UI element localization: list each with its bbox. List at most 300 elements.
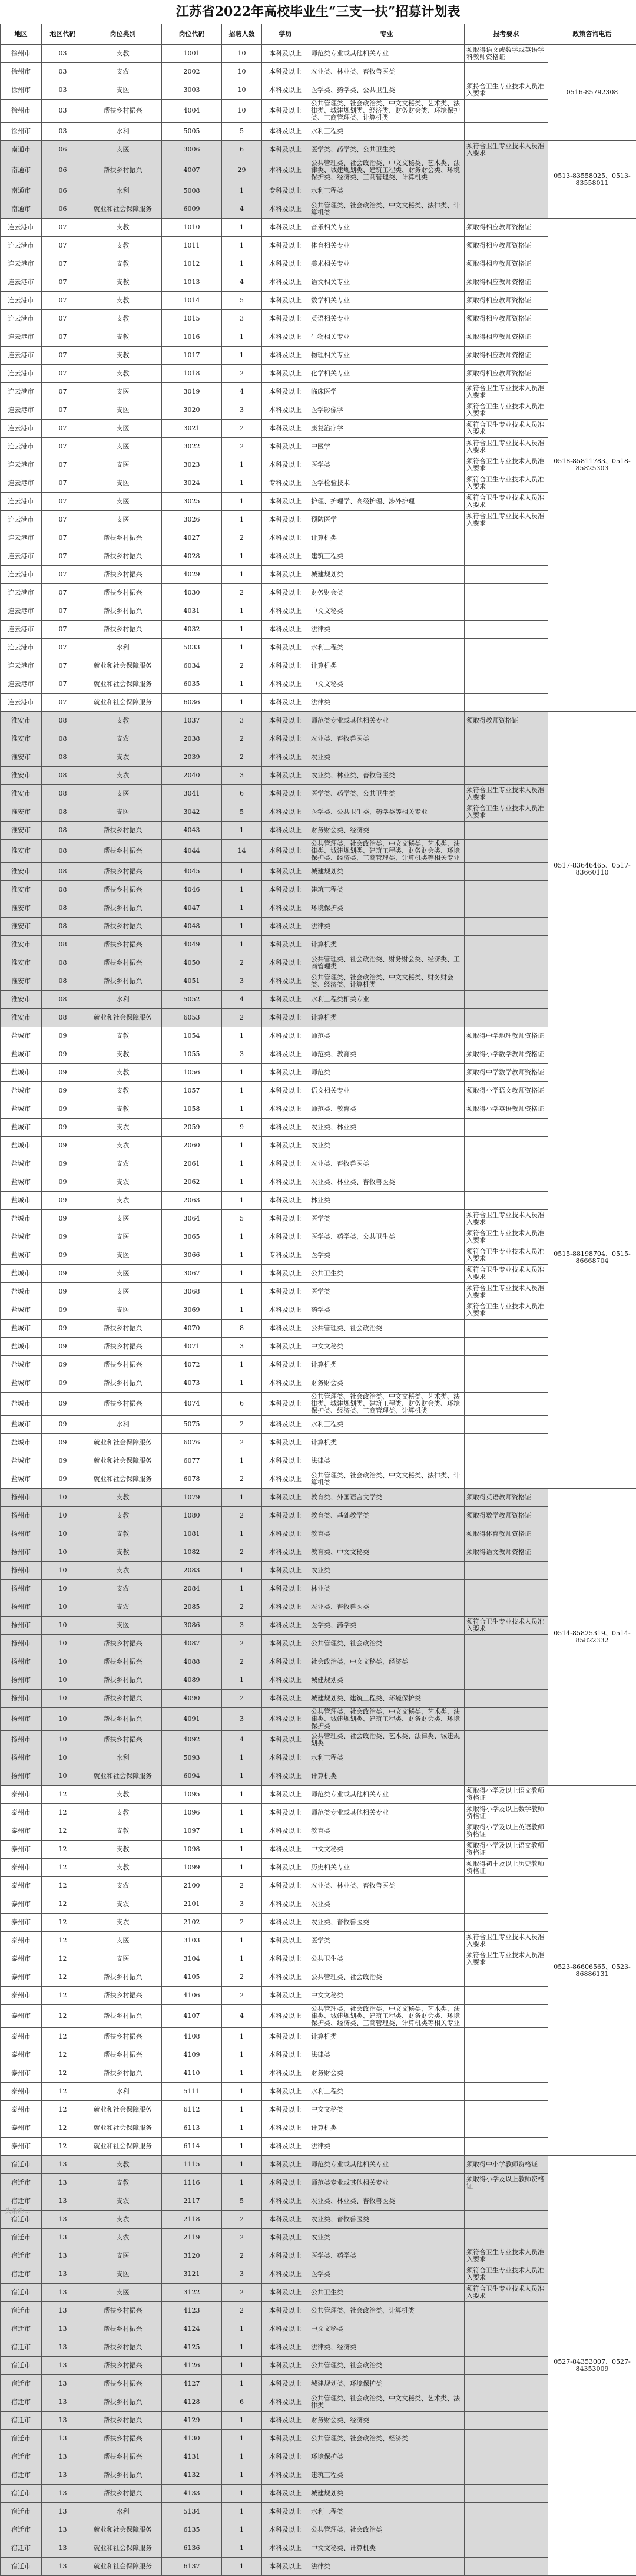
cell-post-category: 支医 (84, 1283, 162, 1301)
cell-headcount: 6 (222, 141, 262, 159)
cell-post-code: 6053 (162, 1009, 222, 1027)
header-headcount: 招聘人数 (222, 24, 262, 45)
cell-headcount: 2 (222, 1690, 262, 1708)
cell-major: 城建规划类 (309, 566, 465, 584)
table-row (1, 863, 636, 881)
cell-major: 建筑工程类 (309, 881, 465, 899)
cell-post-category: 帮扶乡村振兴 (84, 1987, 162, 2005)
cell-post-code: 4128 (162, 2393, 222, 2412)
cell-region: 宿迁市 (1, 2338, 42, 2357)
cell-major: 教育类 (309, 1822, 465, 1841)
cell-region-code: 12 (42, 2005, 84, 2028)
cell-headcount: 2 (222, 1968, 262, 1987)
cell-region-code: 10 (42, 1671, 84, 1690)
cell-post-category: 帮扶乡村振兴 (84, 621, 162, 639)
cell-post-category: 支医 (84, 2247, 162, 2265)
cell-region: 徐州市 (1, 123, 42, 141)
cell-headcount: 1 (222, 2558, 262, 2576)
cell-post-category: 就业和社会保障服务 (84, 657, 162, 675)
cell-education: 本科及以上 (262, 1027, 309, 1045)
cell-headcount: 1 (222, 1950, 262, 1968)
cell-post-code: 2040 (162, 767, 222, 785)
table-row (1, 401, 636, 420)
cell-post-category: 帮扶乡村振兴 (84, 2375, 162, 2393)
cell-requirement: 须符合卫生专业技术人员准入要求 (465, 1932, 548, 1950)
cell-education: 本科及以上 (262, 1452, 309, 1470)
table-row (1, 1356, 636, 1374)
cell-region: 扬州市 (1, 1507, 42, 1525)
cell-requirement (465, 1653, 548, 1671)
cell-post-category: 支农 (84, 730, 162, 748)
cell-post-category: 支教 (84, 1859, 162, 1877)
cell-region: 宿迁市 (1, 2539, 42, 2558)
cell-region: 盐城市 (1, 1265, 42, 1283)
cell-major: 医学类 (309, 456, 465, 474)
cell-education: 本科及以上 (262, 237, 309, 255)
cell-requirement: 须持合卫生专业技术人员准入要求 (465, 81, 548, 100)
cell-post-code: 3003 (162, 81, 222, 100)
cell-post-code: 4051 (162, 972, 222, 991)
cell-post-code: 4044 (162, 840, 222, 863)
cell-education: 本科及以上 (262, 1562, 309, 1580)
cell-post-code: 3025 (162, 493, 222, 511)
cell-post-code: 6009 (162, 200, 222, 219)
cell-region-code: 13 (42, 2375, 84, 2393)
cell-region: 淮安市 (1, 803, 42, 822)
cell-post-code: 4105 (162, 1968, 222, 1987)
cell-headcount: 1 (222, 1100, 262, 1119)
cell-region: 南通市 (1, 182, 42, 200)
cell-region: 宿迁市 (1, 2503, 42, 2521)
cell-major: 农业类 (309, 2229, 465, 2247)
cell-post-category: 帮扶乡村振兴 (84, 2357, 162, 2375)
cell-headcount: 1 (222, 1173, 262, 1192)
cell-requirement (465, 2005, 548, 2028)
cell-region: 扬州市 (1, 1525, 42, 1543)
cell-headcount: 14 (222, 840, 262, 863)
cell-region-code: 09 (42, 1434, 84, 1452)
cell-post-category: 支医 (84, 493, 162, 511)
cell-region: 扬州市 (1, 1598, 42, 1617)
cell-requirement: 须符合卫生专业技术人员准入要求 (465, 474, 548, 493)
cell-education: 本科及以上 (262, 1653, 309, 1671)
table-row (1, 1617, 636, 1635)
cell-post-code: 2084 (162, 1580, 222, 1598)
cell-major: 师范类专业或其他相关专业 (309, 2156, 465, 2174)
cell-major: 中文文秘类 (309, 602, 465, 621)
cell-post-code: 2038 (162, 730, 222, 748)
cell-region-code: 13 (42, 2466, 84, 2485)
cell-region-code: 06 (42, 159, 84, 182)
cell-major: 中文文秘类 (309, 2320, 465, 2338)
cell-requirement (465, 2521, 548, 2539)
cell-post-category: 支医 (84, 1228, 162, 1246)
cell-region-code: 09 (42, 1064, 84, 1082)
cell-headcount: 1 (222, 1859, 262, 1877)
cell-requirement (465, 2064, 548, 2083)
cell-education: 本科及以上 (262, 310, 309, 328)
cell-education: 本科及以上 (262, 1507, 309, 1525)
cell-major: 公共管理类、社会政治类、中文文秘类、法律类、计算机类 (309, 200, 465, 219)
cell-headcount: 6 (222, 2393, 262, 2412)
cell-major: 计算机类 (309, 1356, 465, 1374)
cell-headcount: 10 (222, 81, 262, 100)
cell-major: 康复治疗学 (309, 420, 465, 438)
cell-requirement (465, 2375, 548, 2393)
cell-headcount: 1 (222, 899, 262, 918)
cell-region: 徐州市 (1, 100, 42, 123)
cell-region: 泰州市 (1, 2028, 42, 2046)
cell-major: 英语相关专业 (309, 310, 465, 328)
cell-requirement (465, 2558, 548, 2576)
cell-education: 本科及以上 (262, 1173, 309, 1192)
cell-major: 农业类、林业类 (309, 1119, 465, 1137)
table-row (1, 2284, 636, 2302)
cell-region: 连云港市 (1, 401, 42, 420)
cell-post-category: 帮扶乡村振兴 (84, 822, 162, 840)
cell-region: 徐州市 (1, 81, 42, 100)
table-row (1, 2503, 636, 2521)
cell-region-code: 12 (42, 1841, 84, 1859)
cell-major: 财务财会类、经济类 (309, 2412, 465, 2430)
cell-post-code: 2002 (162, 63, 222, 81)
cell-post-code: 1018 (162, 365, 222, 383)
cell-headcount: 1 (222, 237, 262, 255)
cell-region: 连云港市 (1, 456, 42, 474)
cell-requirement: 须取得相应教师资格证 (465, 255, 548, 273)
cell-education: 本科及以上 (262, 1580, 309, 1598)
cell-major: 城建规划类 (309, 863, 465, 881)
cell-post-code: 6078 (162, 1470, 222, 1489)
cell-headcount: 1 (222, 602, 262, 621)
cell-post-code: 1011 (162, 237, 222, 255)
cell-region-code: 07 (42, 456, 84, 474)
cell-region-code: 06 (42, 200, 84, 219)
cell-post-code: 4027 (162, 529, 222, 547)
cell-region-code: 08 (42, 1009, 84, 1027)
cell-post-category: 水利 (84, 2083, 162, 2101)
cell-region: 盐城市 (1, 1137, 42, 1155)
cell-requirement (465, 748, 548, 767)
cell-education: 本科及以上 (262, 2229, 309, 2247)
cell-headcount: 1 (222, 1562, 262, 1580)
cell-post-code: 2062 (162, 1173, 222, 1192)
cell-post-category: 支教 (84, 292, 162, 310)
cell-post-category: 帮扶乡村振兴 (84, 2448, 162, 2466)
cell-region-code: 08 (42, 972, 84, 991)
cell-region: 连云港市 (1, 255, 42, 273)
cell-region-code: 07 (42, 292, 84, 310)
cell-post-code: 5093 (162, 1749, 222, 1767)
cell-region: 宿迁市 (1, 2466, 42, 2485)
cell-headcount: 1 (222, 1155, 262, 1173)
cell-post-code: 2039 (162, 748, 222, 767)
cell-post-code: 5052 (162, 991, 222, 1009)
cell-post-code: 3021 (162, 420, 222, 438)
table-row (1, 2320, 636, 2338)
cell-headcount: 5 (222, 2192, 262, 2211)
cell-region: 扬州市 (1, 1671, 42, 1690)
cell-requirement: 须符合卫生专业技术人员准入要求 (465, 1210, 548, 1228)
cell-region: 宿迁市 (1, 2192, 42, 2211)
table-row (1, 621, 636, 639)
cell-education: 本科及以上 (262, 2393, 309, 2412)
cell-post-category: 帮扶乡村振兴 (84, 2302, 162, 2320)
table-row (1, 1301, 636, 1320)
cell-post-code: 5111 (162, 2083, 222, 2101)
cell-education: 本科及以上 (262, 2005, 309, 2028)
cell-region-code: 08 (42, 918, 84, 936)
cell-major: 教育类 (309, 1525, 465, 1543)
cell-requirement: 须取得英语教师资格证 (465, 1489, 548, 1507)
cell-post-code: 5008 (162, 182, 222, 200)
cell-region: 连云港市 (1, 420, 42, 438)
cell-headcount: 2 (222, 1416, 262, 1434)
cell-post-code: 1116 (162, 2174, 222, 2192)
cell-region-code: 12 (42, 2028, 84, 2046)
cell-post-category: 支农 (84, 2229, 162, 2247)
cell-headcount: 1 (222, 1301, 262, 1320)
cell-major: 水利工程类 (309, 639, 465, 657)
cell-requirement (465, 2028, 548, 2046)
table-row (1, 566, 636, 584)
cell-major: 农业类、林业类、畜牧兽医类 (309, 63, 465, 81)
cell-requirement (465, 2192, 548, 2211)
cell-post-code: 3068 (162, 1283, 222, 1301)
cell-headcount: 3 (222, 1045, 262, 1064)
cell-post-code: 4107 (162, 2005, 222, 2028)
cell-major: 物理相关专业 (309, 347, 465, 365)
cell-requirement (465, 2119, 548, 2138)
cell-major: 法律类 (309, 621, 465, 639)
cell-education: 本科及以上 (262, 529, 309, 547)
cell-region: 宿迁市 (1, 2375, 42, 2393)
cell-post-category: 支教 (84, 712, 162, 730)
cell-region-code: 03 (42, 45, 84, 63)
cell-requirement: 须取得相应教师资格证 (465, 365, 548, 383)
cell-region-code: 07 (42, 273, 84, 292)
cell-region: 宿迁市 (1, 2448, 42, 2466)
cell-education: 本科及以上 (262, 2503, 309, 2521)
cell-requirement: 须符合卫生专业技术人员准入要求 (465, 785, 548, 803)
cell-requirement (465, 2539, 548, 2558)
cell-region: 连云港市 (1, 219, 42, 237)
cell-education: 本科及以上 (262, 2412, 309, 2430)
cell-region-code: 09 (42, 1119, 84, 1137)
table-row (1, 954, 636, 972)
cell-requirement (465, 972, 548, 991)
cell-headcount: 3 (222, 1895, 262, 1914)
cell-headcount: 1 (222, 1525, 262, 1543)
cell-post-code: 4090 (162, 1690, 222, 1708)
cell-post-code: 6112 (162, 2101, 222, 2119)
cell-post-code: 4108 (162, 2028, 222, 2046)
cell-headcount: 1 (222, 2503, 262, 2521)
cell-region: 扬州市 (1, 1617, 42, 1635)
cell-post-category: 帮扶乡村振兴 (84, 566, 162, 584)
table-row (1, 2338, 636, 2357)
cell-region-code: 12 (42, 2101, 84, 2119)
cell-major: 农业类、畜牧兽医类 (309, 730, 465, 748)
table-row (1, 1173, 636, 1192)
cell-post-code: 2063 (162, 1192, 222, 1210)
cell-post-code: 1016 (162, 328, 222, 347)
cell-major: 中文文秘类 (309, 2101, 465, 2119)
recruitment-plan-table (0, 24, 636, 2576)
cell-education: 本科及以上 (262, 1708, 309, 1731)
cell-requirement (465, 2229, 548, 2247)
table-row (1, 547, 636, 566)
cell-education: 本科及以上 (262, 2430, 309, 2448)
table-row (1, 2083, 636, 2101)
cell-requirement: 须取得小学及以上语文教师资格证 (465, 1841, 548, 1859)
cell-post-category: 帮扶乡村振兴 (84, 2412, 162, 2430)
cell-requirement: 须符合卫生专业技术人员准入要求 (465, 438, 548, 456)
cell-headcount: 1 (222, 639, 262, 657)
cell-post-category: 支医 (84, 1210, 162, 1228)
cell-major: 城建规划类、环境保护类 (309, 2375, 465, 2393)
cell-post-code: 3103 (162, 1932, 222, 1950)
cell-region: 盐城市 (1, 1416, 42, 1434)
cell-post-code: 2061 (162, 1155, 222, 1173)
cell-requirement: 须取得相应教师资格证 (465, 237, 548, 255)
cell-headcount: 10 (222, 100, 262, 123)
cell-headcount: 1 (222, 2119, 262, 2138)
cell-region-code: 13 (42, 2265, 84, 2284)
cell-education: 本科及以上 (262, 1786, 309, 1804)
cell-requirement: 须符合卫生专业技术人员准入要求 (465, 420, 548, 438)
cell-major: 公共管理类、社会政治类 (309, 1968, 465, 1987)
cell-post-category: 支教 (84, 310, 162, 328)
cell-post-category: 帮扶乡村振兴 (84, 1374, 162, 1393)
cell-education: 本科及以上 (262, 2448, 309, 2466)
cell-region-code: 12 (42, 2138, 84, 2156)
cell-post-category: 帮扶乡村振兴 (84, 602, 162, 621)
cell-requirement (465, 2338, 548, 2357)
cell-region-code: 10 (42, 1635, 84, 1653)
cell-education: 本科及以上 (262, 1635, 309, 1653)
table-header-row (1, 24, 636, 45)
table-row (1, 1045, 636, 1064)
cell-region: 连云港市 (1, 474, 42, 493)
cell-post-category: 帮扶乡村振兴 (84, 529, 162, 547)
cell-requirement (465, 1749, 548, 1767)
cell-major: 城建规划类 (309, 1671, 465, 1690)
cell-major: 农业类、畜牧兽医类 (309, 1598, 465, 1617)
cell-major: 药学类 (309, 1301, 465, 1320)
cell-region: 连云港市 (1, 621, 42, 639)
cell-post-code: 1080 (162, 1507, 222, 1525)
cell-headcount: 3 (222, 767, 262, 785)
cell-education: 本科及以上 (262, 584, 309, 602)
cell-region-code: 08 (42, 936, 84, 954)
cell-region: 淮安市 (1, 863, 42, 881)
cell-major: 中医学 (309, 438, 465, 456)
cell-post-code: 4030 (162, 584, 222, 602)
cell-post-category: 帮扶乡村振兴 (84, 2320, 162, 2338)
cell-requirement: 须符合卫生专业技术人员准入要求 (465, 141, 548, 159)
cell-region-code: 09 (42, 1265, 84, 1283)
cell-region: 宿迁市 (1, 2211, 42, 2229)
cell-region: 宿迁市 (1, 2558, 42, 2576)
cell-major: 中文文秘类 (309, 1987, 465, 2005)
cell-post-category: 支农 (84, 2192, 162, 2211)
cell-headcount: 1 (222, 1749, 262, 1767)
cell-major: 中文文秘类 (309, 1338, 465, 1356)
cell-education: 本科及以上 (262, 1100, 309, 1119)
cell-headcount: 3 (222, 2265, 262, 2284)
cell-post-category: 帮扶乡村振兴 (84, 954, 162, 972)
cell-region: 盐城市 (1, 1374, 42, 1393)
cell-region-code: 09 (42, 1192, 84, 1210)
table-row (1, 1416, 636, 1434)
cell-major: 师范类专业或其他相关专业 (309, 712, 465, 730)
cell-education: 本科及以上 (262, 863, 309, 881)
table-row (1, 1895, 636, 1914)
cell-education: 本科及以上 (262, 730, 309, 748)
cell-phone: 0516-85792308 (548, 45, 636, 141)
cell-major: 师范类、教育类 (309, 1045, 465, 1064)
cell-region: 泰州市 (1, 1932, 42, 1950)
watermark: 头条@... (5, 2206, 31, 2215)
cell-region: 宿迁市 (1, 2485, 42, 2503)
table-row (1, 803, 636, 822)
cell-region: 宿迁市 (1, 2284, 42, 2302)
cell-region-code: 07 (42, 420, 84, 438)
cell-education: 本科及以上 (262, 954, 309, 972)
cell-post-category: 支农 (84, 1119, 162, 1137)
cell-education: 本科及以上 (262, 2046, 309, 2064)
cell-requirement (465, 621, 548, 639)
cell-major: 医学类、药学类 (309, 1617, 465, 1635)
cell-region-code: 07 (42, 529, 84, 547)
cell-requirement: 须取得中小学教师资格证 (465, 2156, 548, 2174)
cell-post-code: 4043 (162, 822, 222, 840)
cell-region-code: 12 (42, 2064, 84, 2083)
cell-requirement (465, 918, 548, 936)
cell-headcount: 2 (222, 1470, 262, 1489)
cell-post-code: 2102 (162, 1914, 222, 1932)
table-row (1, 1434, 636, 1452)
cell-post-category: 就业和社会保障服务 (84, 2119, 162, 2138)
cell-post-code: 2083 (162, 1562, 222, 1580)
cell-headcount: 1 (222, 2156, 262, 2174)
cell-region-code: 10 (42, 1690, 84, 1708)
cell-major: 财务财会类 (309, 2064, 465, 2083)
cell-education: 本科及以上 (262, 918, 309, 936)
cell-headcount: 6 (222, 1393, 262, 1416)
cell-post-code: 4106 (162, 1987, 222, 2005)
cell-headcount: 1 (222, 2101, 262, 2119)
cell-requirement (465, 991, 548, 1009)
cell-education: 本科及以上 (262, 1598, 309, 1617)
table-row (1, 1968, 636, 1987)
cell-education: 本科及以上 (262, 803, 309, 822)
cell-region-code: 09 (42, 1320, 84, 1338)
cell-headcount: 1 (222, 547, 262, 566)
cell-requirement: 须取得体育教师资格证 (465, 1525, 548, 1543)
table-row (1, 1987, 636, 2005)
cell-requirement (465, 863, 548, 881)
cell-region-code: 10 (42, 1617, 84, 1635)
table-row (1, 1507, 636, 1525)
cell-headcount: 2 (222, 1914, 262, 1932)
cell-headcount: 2 (222, 748, 262, 767)
cell-post-code: 6076 (162, 1434, 222, 1452)
cell-requirement (465, 1356, 548, 1374)
cell-post-code: 4029 (162, 566, 222, 584)
cell-headcount: 1 (222, 1374, 262, 1393)
